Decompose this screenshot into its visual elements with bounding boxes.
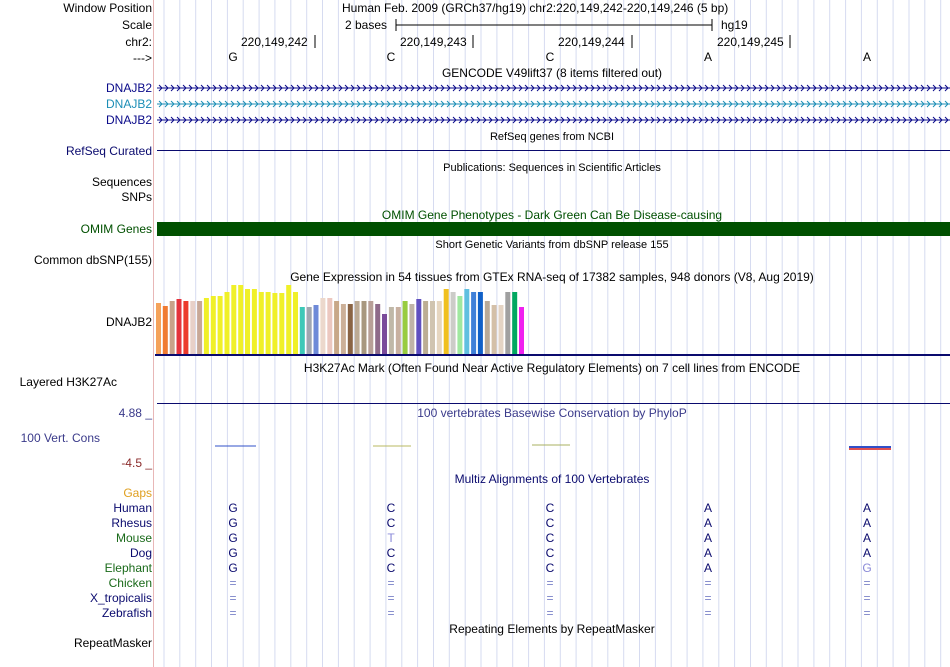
multiz-aligned-base: =: [863, 576, 871, 590]
gtex-tissue-bar[interactable]: [183, 301, 188, 354]
multiz-aligned-base: G: [228, 501, 238, 515]
gtex-tissue-bar[interactable]: [300, 307, 305, 354]
gencode-transcript-row[interactable]: [157, 117, 950, 123]
gtex-tissue-bar[interactable]: [156, 303, 161, 354]
multiz-aligned-base: A: [862, 516, 872, 530]
gtex-tissue-bar[interactable]: [197, 301, 202, 354]
gtex-tissue-bar[interactable]: [505, 292, 510, 354]
multiz-species-label[interactable]: Chicken: [108, 576, 152, 590]
dbsnp-track-label[interactable]: Common dbSNP(155): [33, 253, 152, 267]
multiz-aligned-base: C: [545, 546, 555, 560]
gtex-tissue-bar[interactable]: [204, 298, 209, 354]
gencode-track-title[interactable]: GENCODE V49lift37 (8 items filtered out): [441, 66, 663, 80]
gtex-tissue-bar[interactable]: [163, 306, 168, 354]
multiz-species-label[interactable]: Zebrafish: [101, 606, 152, 620]
multiz-aligned-base: A: [862, 501, 872, 515]
publications-track-label-2[interactable]: SNPs: [121, 190, 152, 204]
phylop-min-label: -4.5 _: [121, 456, 152, 470]
scale-label: Scale: [121, 18, 152, 32]
reference-base: G: [228, 50, 238, 64]
gtex-tissue-bar[interactable]: [320, 298, 325, 354]
scale-value: 2 bases: [345, 18, 388, 32]
gtex-track-label[interactable]: DNAJB2: [105, 315, 152, 329]
chr-label: chr2:: [125, 35, 152, 49]
gencode-row-label[interactable]: DNAJB2: [105, 97, 152, 111]
refseq-gene-line[interactable]: [157, 150, 950, 151]
multiz-aligned-base: C: [545, 501, 555, 515]
gtex-tissue-bar[interactable]: [266, 292, 271, 354]
gtex-expression-bars[interactable]: [155, 283, 950, 357]
repeatmasker-track-label[interactable]: RepeatMasker: [73, 636, 152, 650]
multiz-species-label[interactable]: Dog: [129, 546, 152, 560]
gtex-tissue-bar[interactable]: [430, 301, 435, 354]
publications-track-title[interactable]: Publications: Sequences in Scientific Articles: [443, 162, 661, 174]
gtex-tissue-bar[interactable]: [279, 293, 284, 354]
repeatmasker-track-title[interactable]: Repeating Elements by RepeatMasker: [449, 622, 655, 636]
multiz-aligned-base: G: [228, 516, 238, 530]
multiz-aligned-base: A: [703, 531, 713, 545]
gtex-tissue-bar[interactable]: [252, 289, 257, 354]
multiz-aligned-base: =: [863, 591, 871, 605]
gtex-tissue-bar[interactable]: [444, 289, 449, 354]
phylop-track-label[interactable]: 100 Vert. Cons: [20, 431, 100, 445]
gtex-tissue-bar[interactable]: [437, 301, 442, 354]
gtex-tissue-bar[interactable]: [375, 304, 380, 354]
multiz-aligned-base: =: [863, 606, 871, 620]
dbsnp-track-title[interactable]: Short Genetic Variants from dbSNP release 155: [435, 239, 669, 251]
refseq-track-label[interactable]: RefSeq Curated: [65, 144, 152, 158]
gtex-tissue-bar[interactable]: [464, 289, 469, 354]
multiz-gaps-label[interactable]: Gaps: [123, 486, 152, 500]
refseq-track-title[interactable]: RefSeq genes from NCBI: [489, 131, 615, 143]
gtex-tissue-bar[interactable]: [519, 307, 524, 354]
window-position-label: Window Position: [63, 1, 152, 15]
gtex-tissue-bar[interactable]: [416, 299, 421, 354]
coordinate-tick-label: 220,149,243: [400, 35, 467, 49]
multiz-species-label[interactable]: Rhesus: [111, 516, 152, 530]
gtex-tissue-bar[interactable]: [499, 305, 504, 354]
multiz-aligned-base: C: [545, 516, 555, 530]
gtex-tissue-bar[interactable]: [362, 301, 367, 354]
gtex-tissue-bar[interactable]: [225, 292, 230, 354]
multiz-aligned-base: =: [704, 606, 712, 620]
phylop-track-title[interactable]: 100 vertebrates Basewise Conservation by PhyloP: [417, 406, 687, 420]
multiz-aligned-base: =: [387, 591, 395, 605]
omim-track-label[interactable]: OMIM Genes: [80, 222, 152, 236]
gtex-tissue-bar[interactable]: [170, 301, 175, 354]
gtex-tissue-bar[interactable]: [231, 285, 236, 354]
gtex-tissue-bar[interactable]: [409, 304, 414, 354]
gtex-tissue-bar[interactable]: [177, 299, 182, 354]
multiz-aligned-base: =: [704, 576, 712, 590]
multiz-aligned-base: =: [229, 576, 237, 590]
window-position-value[interactable]: Human Feb. 2009 (GRCh37/hg19) chr2:220,149,242-220,149,246 (5 bp): [342, 1, 729, 15]
multiz-track-title[interactable]: Multiz Alignments of 100 Vertebrates: [454, 472, 650, 486]
multiz-aligned-base: A: [862, 546, 872, 560]
gtex-tissue-bar[interactable]: [190, 301, 195, 354]
coordinate-tick-label: 220,149,242: [241, 35, 308, 49]
multiz-aligned-base: G: [228, 561, 238, 575]
multiz-aligned-base: C: [545, 531, 555, 545]
gtex-tissue-bar[interactable]: [451, 292, 456, 354]
reference-base: C: [545, 50, 555, 64]
multiz-aligned-base: =: [704, 591, 712, 605]
multiz-aligned-base: C: [386, 561, 396, 575]
gtex-tissue-bar[interactable]: [355, 301, 360, 354]
gtex-tissue-bar[interactable]: [272, 293, 277, 354]
reference-base: A: [862, 50, 872, 64]
gtex-tissue-bar[interactable]: [478, 292, 483, 354]
multiz-species-label[interactable]: X_tropicalis: [89, 591, 152, 605]
multiz-aligned-base: T: [387, 531, 395, 545]
gtex-tissue-bar[interactable]: [307, 307, 312, 354]
strand-label: --->: [133, 51, 152, 65]
gtex-tissue-bar[interactable]: [348, 304, 353, 354]
multiz-aligned-base: G: [228, 546, 238, 560]
gtex-tissue-bar[interactable]: [471, 292, 476, 354]
coordinate-tick-label: 220,149,245: [717, 35, 784, 49]
gtex-tissue-bar[interactable]: [218, 296, 223, 354]
multiz-aligned-base: =: [229, 591, 237, 605]
gtex-tissue-bar[interactable]: [327, 298, 332, 354]
gtex-tissue-bar[interactable]: [286, 285, 291, 354]
gtex-tissue-bar[interactable]: [485, 301, 490, 354]
gtex-tissue-bar[interactable]: [293, 292, 298, 354]
omim-gene-bar[interactable]: [157, 222, 950, 236]
coordinate-ticks: [0, 34, 950, 50]
reference-base: A: [703, 50, 713, 64]
h3k27ac-track-label[interactable]: Layered H3K27Ac: [19, 375, 117, 389]
multiz-aligned-base: A: [862, 531, 872, 545]
gtex-tissue-bar[interactable]: [512, 292, 517, 354]
gtex-tissue-bar[interactable]: [457, 296, 462, 354]
multiz-aligned-base: A: [703, 501, 713, 515]
gtex-track-title[interactable]: Gene Expression in 54 tissues from GTEx RNA-seq of 17382 samples, 948 donors (V8, Aug 2019): [290, 270, 814, 284]
multiz-species-label[interactable]: Elephant: [104, 561, 152, 575]
multiz-aligned-base: =: [387, 576, 395, 590]
gencode-transcript-row[interactable]: [157, 101, 950, 107]
gtex-tissue-bar[interactable]: [368, 301, 373, 354]
reference-base: C: [386, 50, 396, 64]
multiz-aligned-base: G: [228, 531, 238, 545]
gtex-tissue-bar[interactable]: [238, 285, 243, 354]
h3k27ac-track-title[interactable]: H3K27Ac Mark (Often Found Near Active Regulatory Elements) on 7 cell lines from ENCODE: [303, 361, 801, 375]
phylop-score-marks[interactable]: [155, 440, 950, 454]
omim-track-title[interactable]: OMIM Gene Phenotypes - Dark Green Can Be Disease-causing: [381, 208, 723, 222]
multiz-aligned-base: C: [545, 561, 555, 575]
scale-bar: [390, 17, 718, 33]
multiz-aligned-base: =: [546, 606, 554, 620]
gtex-tissue-bar[interactable]: [259, 292, 264, 354]
gencode-row-label[interactable]: DNAJB2: [105, 113, 152, 127]
multiz-species-label[interactable]: Human: [113, 501, 152, 515]
phylop-max-label: 4.88 _: [118, 406, 152, 420]
gencode-gene-features[interactable]: [155, 82, 950, 128]
multiz-aligned-base: =: [229, 606, 237, 620]
coordinate-tick-label: 220,149,244: [558, 35, 625, 49]
gtex-tissue-bar[interactable]: [314, 305, 319, 354]
multiz-aligned-base: =: [546, 576, 554, 590]
multiz-aligned-base: G: [862, 561, 872, 575]
gencode-row-label[interactable]: DNAJB2: [105, 81, 152, 95]
gtex-tissue-bar[interactable]: [341, 304, 346, 354]
publications-track-label[interactable]: Sequences: [91, 175, 152, 189]
gencode-transcript-row[interactable]: [157, 85, 950, 91]
h3k27ac-baseline: [157, 403, 950, 404]
gtex-tissue-bar[interactable]: [396, 307, 401, 354]
multiz-aligned-base: =: [387, 606, 395, 620]
multiz-aligned-base: A: [703, 516, 713, 530]
gtex-tissue-bar[interactable]: [211, 296, 216, 354]
gtex-tissue-bar[interactable]: [334, 301, 339, 354]
gtex-tissue-bar[interactable]: [382, 314, 387, 354]
multiz-aligned-base: C: [386, 501, 396, 515]
gtex-tissue-bar[interactable]: [389, 307, 394, 354]
gtex-tissue-bar[interactable]: [403, 301, 408, 354]
multiz-aligned-base: C: [386, 546, 396, 560]
gtex-tissue-bar[interactable]: [423, 301, 428, 354]
multiz-species-label[interactable]: Mouse: [115, 531, 152, 545]
gtex-tissue-bar[interactable]: [245, 289, 250, 354]
label-column-divider: [153, 0, 154, 667]
scale-assembly: hg19: [721, 18, 748, 32]
gtex-tissue-bar[interactable]: [492, 305, 497, 354]
multiz-aligned-base: C: [386, 516, 396, 530]
multiz-aligned-base: A: [703, 546, 713, 560]
multiz-aligned-base: =: [546, 591, 554, 605]
multiz-aligned-base: A: [703, 561, 713, 575]
